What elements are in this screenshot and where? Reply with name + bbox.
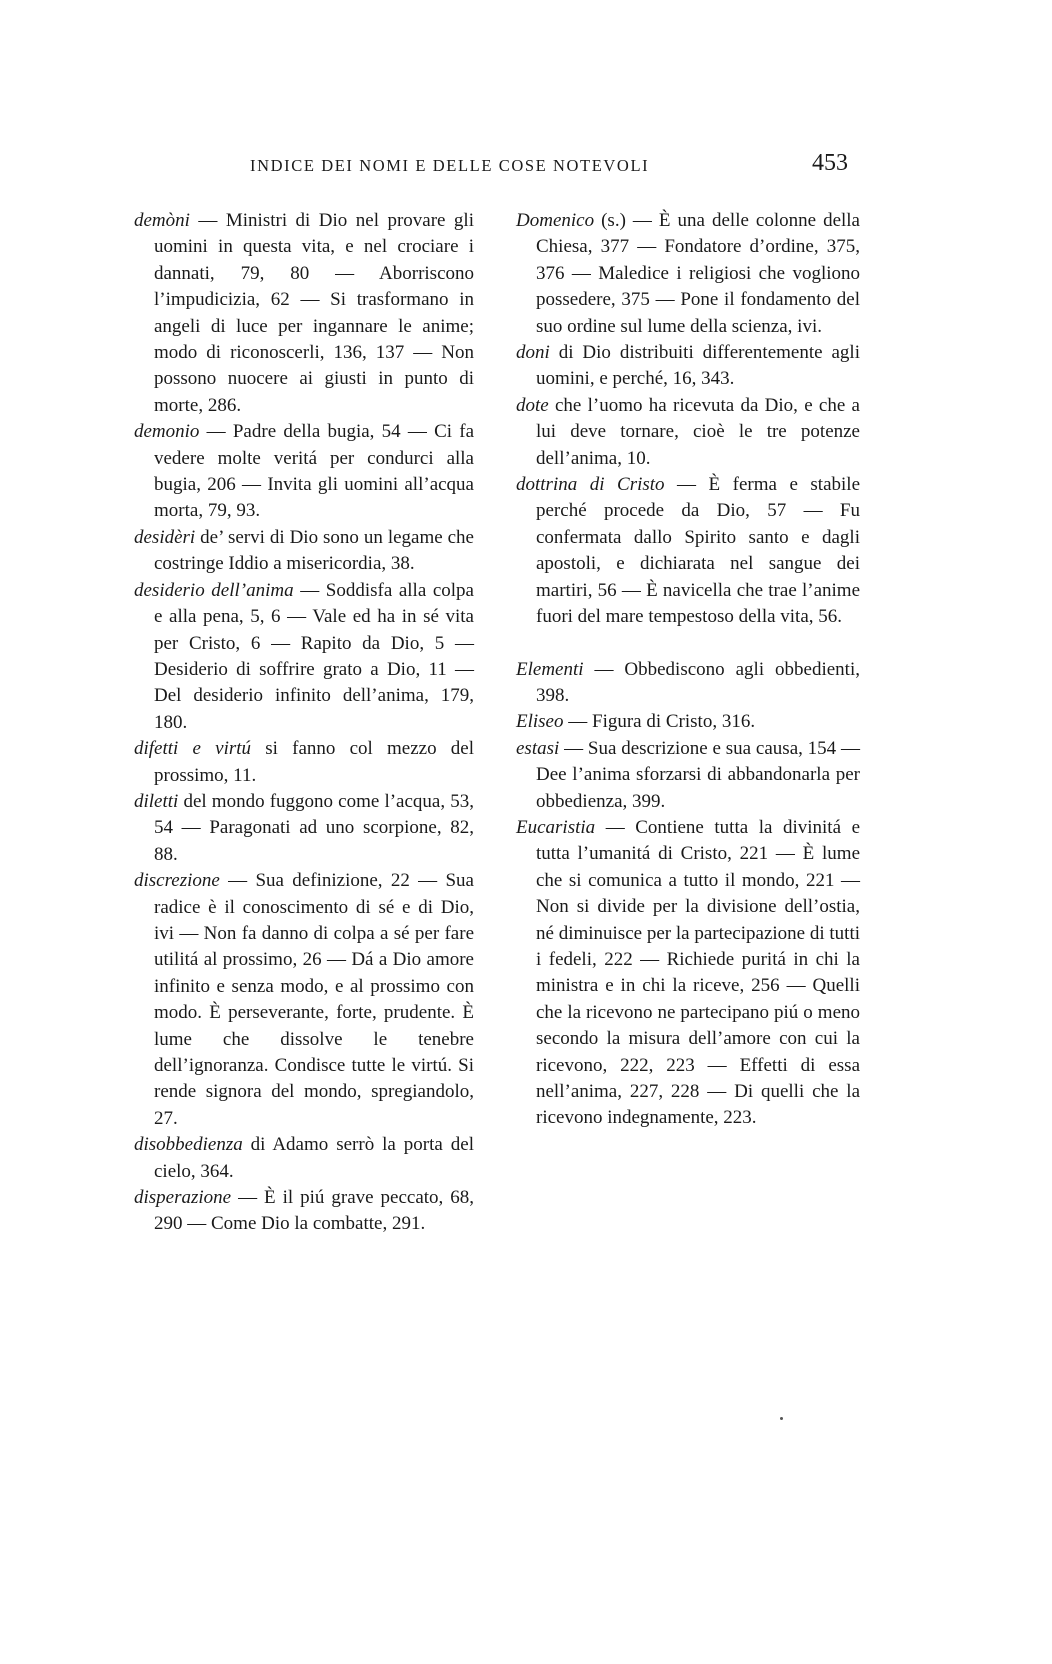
index-term: Eucaristia <box>516 816 596 838</box>
index-entry <box>134 868 474 1132</box>
index-text: — Contiene tutta la divinitá e tutta l’umanitá di Cristo, 221 — È lume che si comunica a tutto il mondo, 221 — Non si divide per la divisione dell’ostia, né diminuisce per la partecipazione di tutti i fedeli, 222 — Richiede puritá in chi la ministra e in chi la riceve, 256 — Quelli che la ricevono ne partecipano piú o meno secondo la misura dell’amore con cui la ricevono, 222, 223 — Effetti di essa nell’anima, 227, 228 — Di quelli che la ricevono indegnamente, 223. <box>536 816 860 1129</box>
index-term: discrezione <box>134 870 220 892</box>
index-entry <box>516 208 860 340</box>
index-entry <box>134 1132 474 1185</box>
index-column-left <box>134 208 474 1238</box>
index-text: — È ferma e stabile perché procede da Dio, 57 — Fu confermata dallo Spirito santo e dagli apostoli, e dichiarata nel sangue dei martiri, 56 — È navicella che trae l’anime fuori del mare tempestoso della vita, 56. <box>536 474 861 628</box>
index-text: de’ servi di Dio sono un legame che costringe Iddio a misericordia, 38. <box>154 526 474 575</box>
index-text: — Figura di Cristo, 316. <box>563 711 756 733</box>
index-term: Domenico <box>516 210 595 231</box>
index-entry <box>134 208 474 419</box>
index-term: dottrina di Cristo <box>516 474 665 496</box>
index-term: doni <box>516 342 550 364</box>
index-term: Elementi <box>516 658 584 680</box>
index-term: dote <box>516 394 549 416</box>
index-entry <box>516 815 860 1132</box>
index-entry <box>134 736 474 789</box>
index-entry <box>134 578 474 736</box>
index-entry <box>516 709 860 735</box>
index-term: disperazione <box>134 1187 232 1209</box>
index-term: desidèri <box>134 526 196 548</box>
page-header <box>0 150 1052 190</box>
index-entry <box>516 393 860 472</box>
index-text: — È il piú grave peccato, 68, 290 — Come Dio la combatte, 291. <box>154 1187 474 1235</box>
index-entry <box>134 1185 474 1238</box>
index-text: — Obbediscono agli obbedienti, 398. <box>536 658 860 706</box>
index-text: che l’uomo ha ricevuta da Dio, e che a lui deve tornare, cioè le tre potenze dell’anima, 10. <box>536 394 860 469</box>
index-text: di Dio distribuiti differentemente agli uomini, e perché, 16, 343. <box>536 342 860 390</box>
index-term: disobbedienza <box>134 1134 243 1156</box>
ink-speck <box>780 1417 783 1420</box>
index-entry <box>516 340 860 393</box>
index-term: demonio <box>134 421 200 443</box>
index-entry <box>134 789 474 868</box>
index-term: Eliseo <box>516 711 564 733</box>
index-entry <box>134 525 474 578</box>
index-column-right <box>516 208 860 1132</box>
index-text: (s.) — È una delle colonne della Chiesa, 377 — Fondatore d’ordine, 375, 376 — Maledice i religiosi che vogliono possedere, 375 — Pone il fondamento del suo ordine sul lume della scienza, ivi. <box>536 210 860 337</box>
index-term: difetti e virtú <box>134 738 252 760</box>
index-term: diletti <box>134 790 179 812</box>
index-text: — Sua descrizione e sua causa, 154 — Dee l’anima sforzarsi di abbandonarla per obbedienza, 399. <box>536 737 860 812</box>
index-term: estasi <box>516 737 560 759</box>
running-title: INDICE DEI NOMI E DELLE COSE NOTEVOLI <box>250 156 650 175</box>
index-text: — Soddisfa alla colpa e alla pena, 5, 6 — Vale ed ha in sé vita per Cristo, 6 — Rapito da Dio, 5 — Desiderio di soffrire grato a Dio, 11 — Del desiderio infinito dell’anima, 179, 180. <box>154 579 474 733</box>
index-entry <box>516 736 860 815</box>
page-number: 453 <box>812 150 848 176</box>
index-term: demòni <box>134 210 190 231</box>
index-entry <box>516 472 860 630</box>
index-text: si fanno col mezzo del prossimo, 11. <box>154 738 474 786</box>
index-text: — Ministri di Dio nel provare gli uomini in questa vita, e nel crociare i dannati, 79, 80 — Aborriscono l’impudicizia, 62 — Si trasformano in angeli di luce per ingannare le anime; modo di riconoscerli, 136, 137 — Non possono nuocere ai giusti in punto di morte, 286. <box>154 210 474 416</box>
index-entry <box>516 657 860 710</box>
index-text: — Sua definizione, 22 — Sua radice è il conoscimento di sé e di Dio, ivi — Non fa danno di colpa a sé per fare utilitá al prossimo, 26 — Dá a Dio amore infinito e senza modo, e al prossimo con modo. È perseverante, forte, prudente. È lume che dissolve le tenebre dell’ignoranza. Condisce tutte le virtú. Si rende signora del mondo, spregiandolo, 27. <box>154 870 474 1129</box>
index-term: desiderio dell’anima <box>134 579 294 601</box>
index-entry <box>134 419 474 525</box>
index-text: del mondo fuggono come l’acqua, 53, 54 — Paragonati ad uno scorpione, 82, 88. <box>154 790 474 865</box>
index-text: — Padre della bugia, 54 — Ci fa vedere molte veritá per condurci alla bugia, 206 — Invita gli uomini all’acqua morta, 79, 93. <box>154 421 474 522</box>
index-text: di Adamo serrò la porta del cielo, 364. <box>154 1134 474 1182</box>
